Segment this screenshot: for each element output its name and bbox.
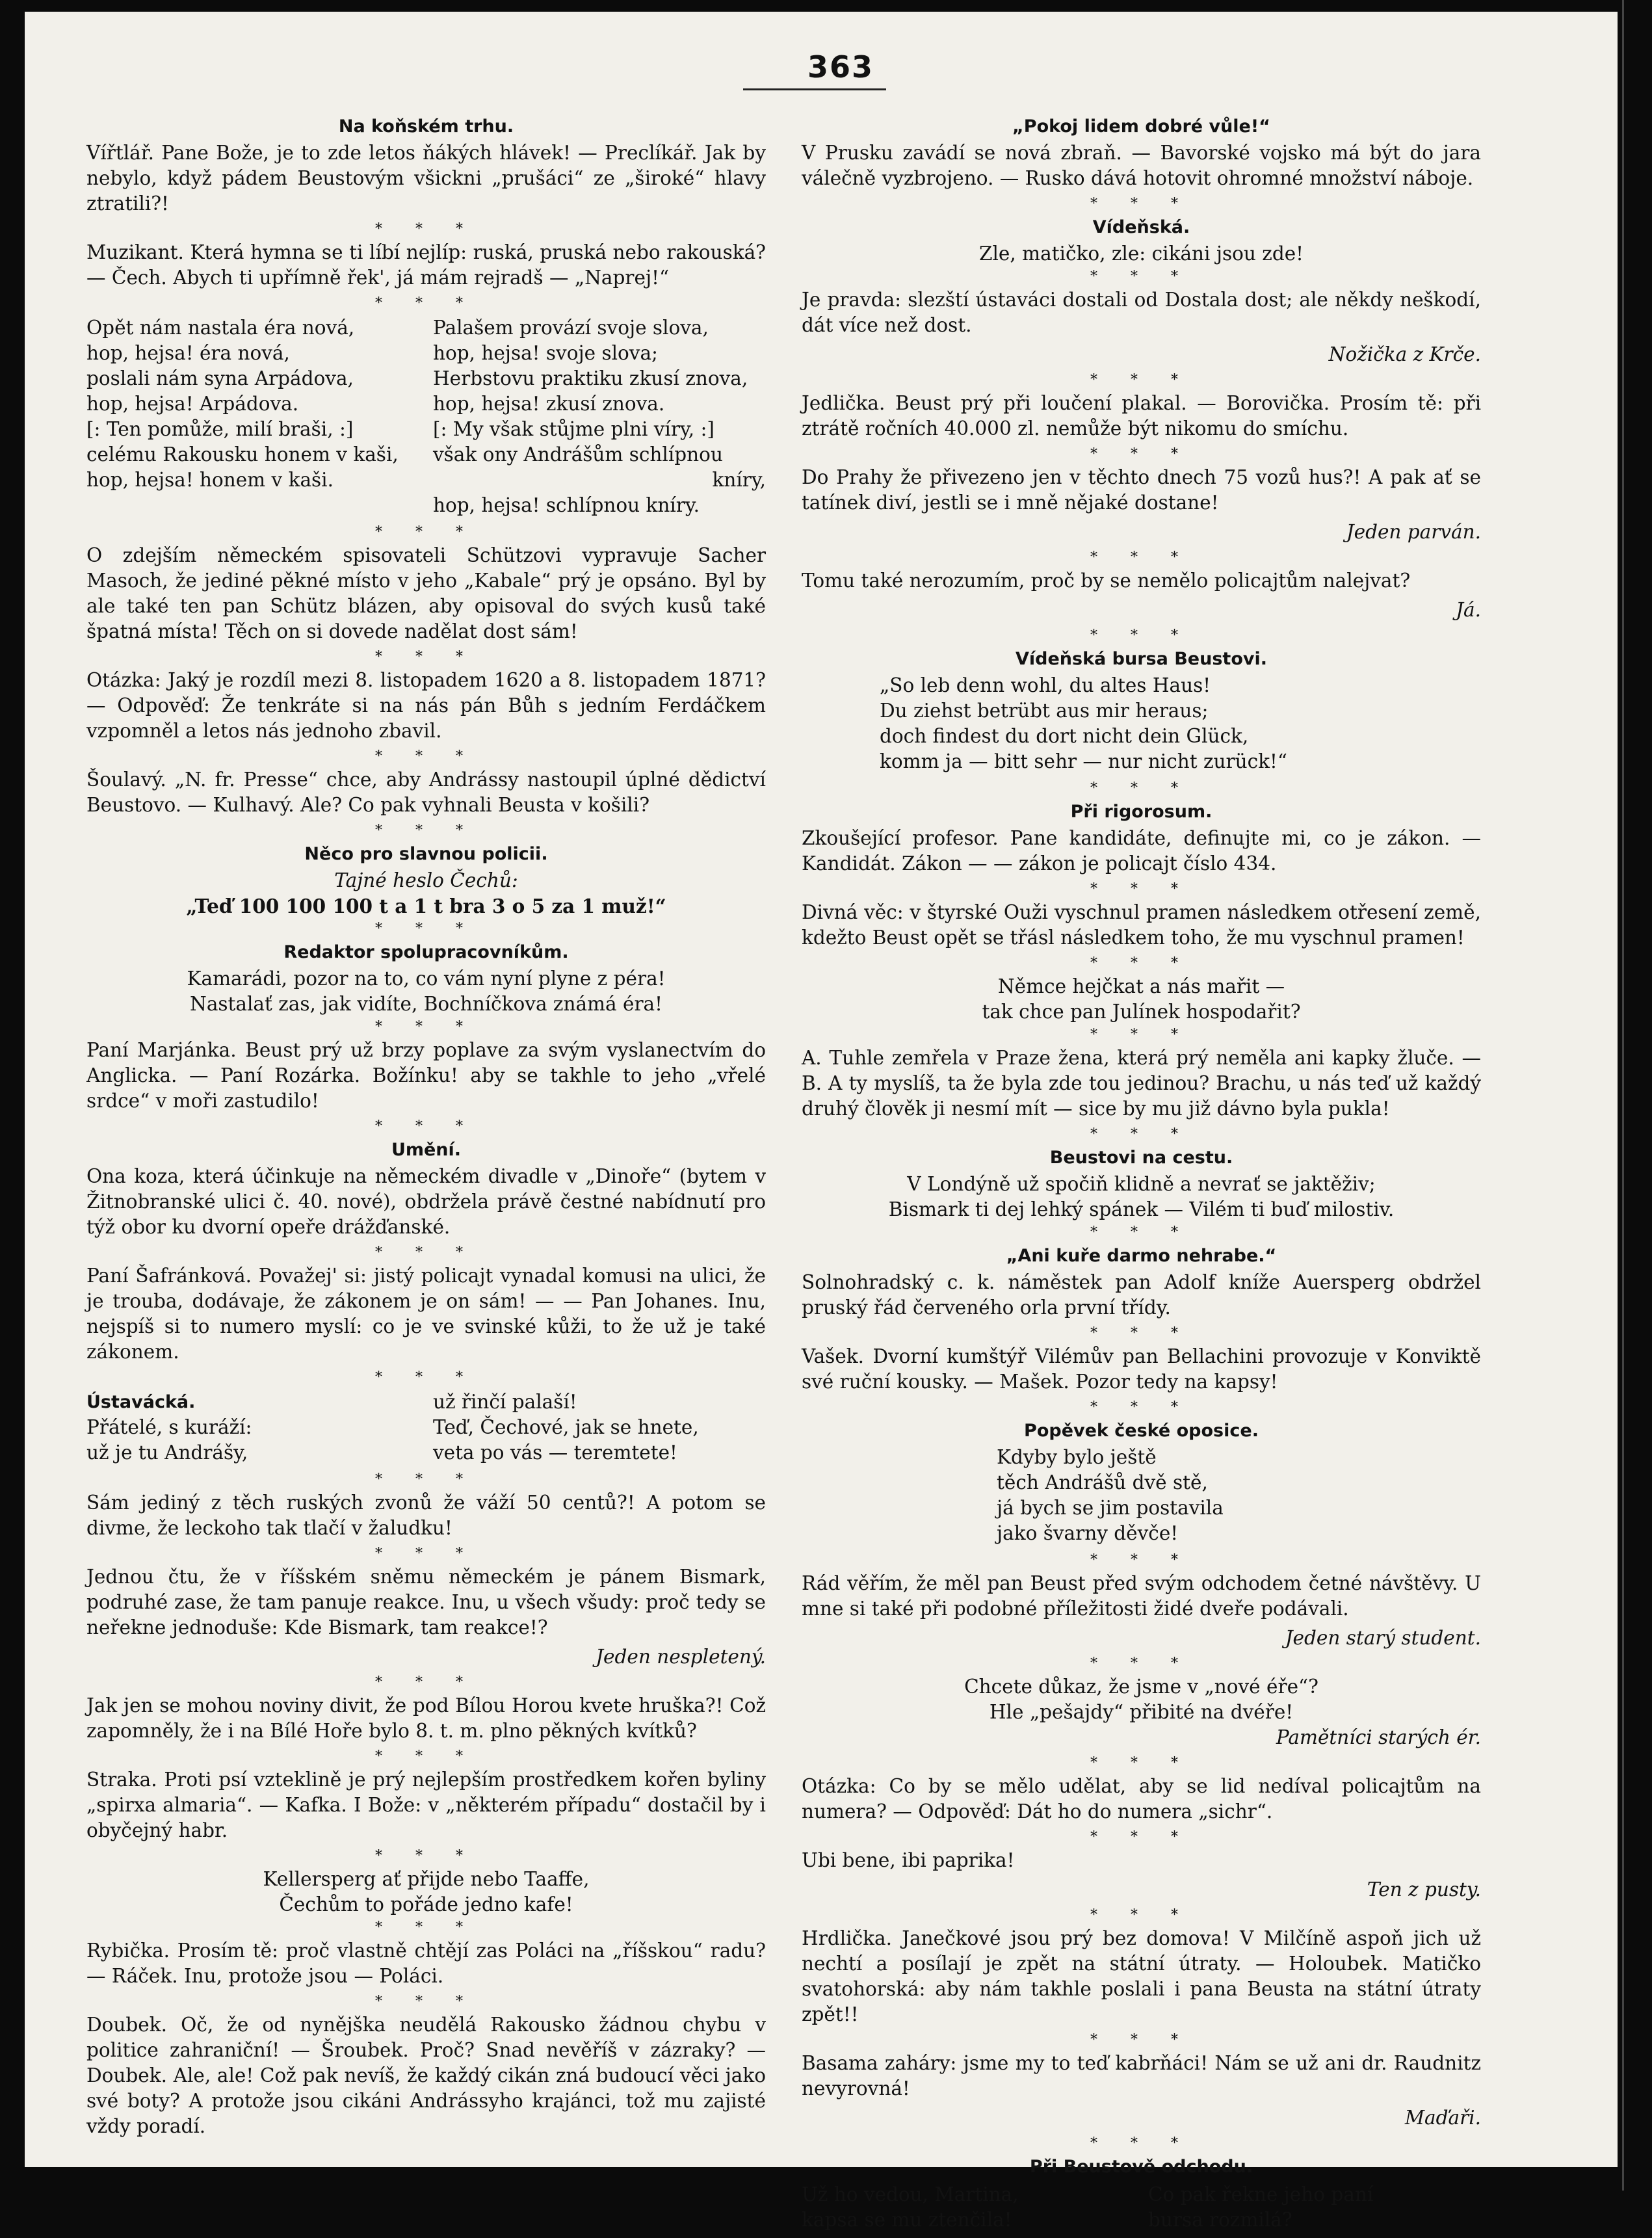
paragraph-musician: Muzikant. Která hymna se ti líbí nejlíp: ruská, pruská nebo rakouská? — Čech. Abych ti upřímně řek', já mám rejradš — „Naprej!“	[86, 241, 766, 289]
separator-stars: * * *	[375, 649, 477, 665]
heading-police: Něco pro slavnou policii.	[304, 844, 548, 864]
verse-line: Čechům to pořáde jedno kafe!	[279, 1893, 573, 1915]
signature: Nožička z Krče.	[1328, 343, 1481, 365]
separator-stars: * * *	[1090, 627, 1192, 644]
separator-stars: * * *	[1090, 1399, 1192, 1415]
separator-stars: * * *	[1090, 549, 1192, 566]
verse-line: Přátelé, s kuráží:	[86, 1416, 252, 1438]
verse-line: veta po vás — teremtete!	[432, 1442, 677, 1464]
poem-line: hop, hejsa! zkusí znova.	[432, 393, 665, 415]
paragraph-soulavy: Šoulavý. „N. fr. Presse“ chce, aby Andrássy nastoupil úplné dědictví Beustovo. — Kulhavý. Ale? Co pak vyhnali Beusta v košili?	[86, 769, 766, 816]
signature: Ten z pusty.	[1367, 1878, 1481, 1901]
separator-stars: * * *	[375, 1019, 477, 1035]
separator-stars: * * *	[1090, 1655, 1192, 1672]
paragraph-basama: Basama zaháry: jsme my to teď kabrňáci! Nám se už ani dr. Raudnitz nevyrovná!	[802, 2052, 1481, 2100]
poem-line: hop, hejsa! Arpádova.	[86, 393, 299, 415]
verse-line: jako švarny děvče!	[997, 1522, 1179, 1544]
poem-line: Herbstovu praktiku zkusí znova,	[432, 367, 748, 389]
verse-line: Teď, Čechové, jak se hnete,	[432, 1416, 699, 1438]
departure-verse	[802, 2182, 1481, 2233]
departure-left	[802, 2182, 1134, 2233]
heading-chicken: „Ani kuře darmo nehrabe.“	[1006, 1246, 1277, 1266]
separator-stars: * * *	[375, 1848, 477, 1864]
separator-stars: * * *	[1090, 1027, 1192, 1043]
verse-line: Co pak řekne jeho paní	[1147, 2183, 1374, 2205]
separator-stars: * * *	[1090, 1829, 1192, 1845]
verse-line: už je tu Andrášy,	[86, 1442, 248, 1464]
separator-stars: * * *	[375, 295, 477, 311]
poem-right-stanza	[433, 315, 766, 518]
verse-line: kapsa se mu ztenčila!	[802, 2209, 1012, 2231]
verse-line: už řinčí palaší!	[432, 1391, 577, 1413]
verse-line: těch Andrášů dvě stě,	[997, 1471, 1208, 1494]
paragraph-doubek: Doubek. Oč, že od nynějška neudělá Rakousko žádnou chybu v politice zahraniční! — Šroubek. Proč? Snad nevěříš v zázraky? — Doubek. Ale, ale! Což pak nevíš, že každý cikán zná budoucí věci jako své boty? A protože jsou cikáni Andrássyho krajánci, tož mu zajisté vždy poradí.	[86, 2014, 766, 2137]
poem-line: celému Rakousku honem v kaši,	[86, 443, 399, 466]
paragraph-bismark: Jednou čtu, že v říšském sněmu německém je pánem Bismark, podruhé zase, že tam panuje reakce. Inu, u všech všudy: proč tedy se neřekne jednoduše: Kde Bismark, tam reakce!?	[86, 1566, 766, 1639]
paragraph-question-1620: Otázka: Jaký je rozdíl mezi 8. listopadem 1620 a 8. listopadem 1871? — Odpověď: Že tenkráte si na nás pán Bůh s jedním Ferdáčkem vzpomněl a letos nás jednoho zbavil.	[86, 669, 766, 742]
separator-stars: * * *	[1090, 881, 1192, 897]
heading-ustavacka: Ústavácká.	[86, 1392, 196, 1412]
verse-line: Nastalať zas, jak vidíte, Bochníčkova známá éra!	[190, 993, 662, 1015]
verse-line: tak chce pan Julínek hospodařit?	[982, 1001, 1301, 1023]
verse-line: já bych se jim postavila	[997, 1497, 1224, 1519]
heading-opposition-song: Popěvek české oposice.	[1024, 1421, 1259, 1441]
paragraph-visits: Rád věřím, že měl pan Beust před svým odchodem četné návštěvy. U mne si také při podobné příležitosti židé dveře podávali.	[802, 1572, 1481, 1620]
paragraph-schutz: O zdejším německém spisovateli Schützovi vypravuje Sacher Masoch, že jediné pěkné místo v jeho „Kabale“ prý je opsáno. Byl by ale také ten pan Schütz blázen, aby opisoval do svých kusů také špatná místa! Těch on si dovede nadělat dost sám!	[86, 544, 766, 642]
separator-stars: * * *	[375, 1118, 477, 1135]
verse-line: Už ho vedou, Martina,	[802, 2183, 1019, 2205]
paragraph-marjanka: Paní Marjánka. Beust prý už brzy poplave za svým vyslanectvím do Anglicka. — Paní Rozárka. Božínku! aby se takhle to jeho „vřelé srdce“ v moři zastudilo!	[86, 1039, 766, 1112]
separator-stars: * * *	[1090, 1907, 1192, 1923]
verse-line: „So leb denn wohl, du altes Haus!	[880, 674, 1211, 696]
paragraph-geese: Do Prahy že přivezeno jen v těchto dnech 75 vozů hus?! A pak ať se tatínek diví, jestli se i mně nějaké dostane!	[802, 466, 1481, 514]
verse-line: doch findest du dort nicht dein Glück,	[880, 725, 1249, 747]
separator-stars: * * *	[1090, 2032, 1192, 2048]
signature: Jeden starý student.	[1285, 1627, 1481, 1649]
poem-two-columns	[86, 315, 766, 518]
verse-line: Kamarádi, pozor na to, co vám nyní plyne z péra!	[187, 968, 666, 990]
newspaper-page	[25, 12, 1618, 2231]
ustavacka-left	[86, 1389, 419, 1466]
verse-line: Němce hejčkat a nás mařit —	[997, 975, 1285, 997]
secret-motto-line: „Teď 100 100 100 t a 1 t bra 3 o 5 za 1 muž!“	[186, 895, 666, 917]
separator-stars: * * *	[375, 1919, 477, 1936]
paragraph-silesian: Je pravda: slezští ústaváci dostali od Dostala dost; ale někdy neškodí, dát více než dost.	[802, 289, 1481, 336]
signature: Maďaři.	[1404, 2107, 1481, 2129]
paragraph-horse-market: Vířtlář. Pane Bože, je to zde letos ňákých hlávek! — Preclíkář. Jak by nebylo, když pádem Beustovým všickni „prušáci“ ze „široké“ hlavy ztratili?!	[86, 142, 766, 215]
paragraph-peace: V Prusku zavádí se nová zbraň. — Bavorské vojsko má být do jara válečně vyzbrojeno. — Rusko dává hotovit ohromné množství náboje.	[802, 142, 1481, 189]
separator-stars: * * *	[1090, 1325, 1192, 1341]
separator-stars: * * *	[1090, 955, 1192, 971]
ustavacka-verse	[86, 1389, 766, 1466]
paragraph-spring: Divná věc: v štyrské Ouži vyschnul pramen následkem otřesení země, kdežto Beust opět se třásl následkem toho, že mu vyschnul pramen!	[802, 901, 1481, 949]
poem-line: [: My však stůjme plni víry, :]	[432, 418, 715, 440]
verse-line: Zle, matičko, zle: cikáni jsou zde!	[978, 243, 1304, 265]
left-column	[86, 112, 766, 2143]
verse-line: bursa rozmilá?	[1147, 2209, 1292, 2231]
verse-line: V Londýně už spočiň klidně a nevrať se jaktěživ;	[907, 1173, 1376, 1195]
poem-line: Palašem provází svoje slova,	[432, 317, 709, 339]
paragraph-safrankova: Paní Šafránková. Považej' si: jistý policajt vynadal komusi na ulici, že je trouba, dodávaje, že zákonem je on sám! — — Pan Johanes. Inu, nejspíš si to numero myslí: co je ve svinské kůži, to že už je také zákonem.	[86, 1265, 766, 1363]
separator-stars: * * *	[375, 1546, 477, 1562]
separator-stars: * * *	[375, 221, 477, 237]
poem-line: hop, hejsa! svoje slova;	[432, 342, 658, 364]
departure-right	[1148, 2182, 1481, 2233]
verse-line: komm ja — bitt sehr — nur nicht zurück!“	[880, 750, 1287, 772]
poem-line: však ony Andrášům schlípnou	[432, 443, 723, 466]
separator-stars: * * *	[1090, 1755, 1192, 1771]
heading-journey: Beustovi na cestu.	[1049, 1148, 1233, 1168]
paragraph-vasek: Vašek. Dvorní kumštýř Vilémův pan Bellachini provozuje v Konviktě své ruční kousky. — Mašek. Pozor tedy na kapsy!	[802, 1345, 1481, 1393]
separator-stars: * * *	[375, 1369, 477, 1386]
verse-line: Du ziehst betrübt aus mir heraus;	[880, 700, 1209, 722]
separator-stars: * * *	[375, 1674, 477, 1691]
separator-stars: * * *	[375, 1748, 477, 1765]
paragraph-hrdlicka: Hrdlička. Janečkové jsou prý bez domova! V Milčíně aspoň jich už nechtí a posílají je zpět na státní útraty. — Holoubek. Matičko svatohorská: aby nám takhle poslali i pana Beusta na státní útraty zpět!!	[802, 1927, 1481, 2025]
separator-stars: * * *	[1090, 2135, 1192, 2152]
subheading-secret-motto: Tajné heslo Čechů:	[334, 869, 518, 891]
separator-stars: * * *	[375, 748, 477, 765]
paragraph-rybicka: Rybička. Prosím tě: proč vlastně chtějí zas Poláci na „říšskou“ radu? — Ráček. Inu, protože jsou — Poláci.	[86, 1940, 766, 1987]
german-verse	[880, 673, 1481, 774]
verse-line: Kellersperg ať přijde nebo Taaffe,	[263, 1868, 590, 1890]
separator-stars: * * *	[1090, 1552, 1192, 1568]
heading-peace: „Pokoj lidem dobré vůle!“	[1012, 116, 1270, 137]
heading-departure: Při Beustově odchodu.	[1029, 2157, 1253, 2177]
separator-stars: * * *	[1090, 196, 1192, 212]
paragraph-art: Ona koza, která účinkuje na německém divadle v „Dinoře“ (bytem v Žitnobranské ulici č. 40. nové), obdržela právě čestné nabídnutí pro týž obor ku dvorní opeře drážďanské.	[86, 1165, 766, 1238]
ustavacka-right	[433, 1389, 766, 1466]
paragraph-auersperg: Solnohradský c. k. náměstek pan Adolf kníže Auersperg obdržel pruský řád červeného orla první třídy.	[802, 1271, 1481, 1319]
paragraph-straka: Straka. Proti psí vzteklině je prý nejlepším prostředkem kořen byliny „spirxa almaria“. — Kafka. I Bože: v „některém případu“ dostačil by i obyčejný habr.	[86, 1769, 766, 1841]
signature: Jeden nespletený.	[596, 1646, 766, 1668]
verse-line: Kdyby bylo ještě	[997, 1446, 1157, 1468]
heading-bourse: Vídeňská bursa Beustovi.	[1016, 649, 1267, 669]
poem-line: Opět nám nastala éra nová,	[86, 317, 355, 339]
signature: Já.	[1456, 599, 1481, 621]
heading-editor: Redaktor spolupracovníkům.	[283, 942, 569, 962]
page-number-rule	[743, 88, 886, 90]
paragraph-jedlicka: Jedlička. Beust prý při loučení plakal. — Borovička. Prosím tě: při ztrátě ročních 40.000 zl. nemůže být nikomu do smíchu.	[802, 392, 1481, 440]
scan-edge-line	[1622, 0, 1624, 2191]
signature: Jeden parván.	[1346, 521, 1481, 543]
heading-rigorosum: Při rigorosum.	[1070, 802, 1213, 822]
separator-stars: * * *	[1090, 780, 1192, 796]
separator-stars: * * *	[1090, 1224, 1192, 1241]
poem-line: hop, hejsa! éra nová,	[86, 342, 290, 364]
paragraph-question-numbers: Otázka: Co by se mělo udělat, aby se lid nedíval policajtům na numera? — Odpověď: Dát ho do numera „sichr“.	[802, 1775, 1481, 1823]
heading-horse-market: Na koňském trhu.	[338, 116, 514, 137]
poem-line: [: Ten pomůže, milí braši, :]	[86, 418, 354, 440]
signature: Pamětníci starých ér.	[1276, 1726, 1481, 1748]
opposition-verse	[997, 1445, 1481, 1546]
separator-stars: * * *	[375, 524, 477, 540]
separator-stars: * * *	[1090, 1126, 1192, 1142]
verse-line: Chcete důkaz, že jsme v „nové éře“?	[964, 1676, 1318, 1698]
separator-stars: * * *	[1090, 446, 1192, 462]
paragraph-white-mountain: Jak jen se mohou noviny divit, že pod Bílou Horou kvete hruška?! Což zapomněly, že i na Bílé Hoře bylo 8. t. m. plno pěkných kvítků?	[86, 1694, 766, 1742]
poem-line: poslali nám syna Arpádova,	[86, 367, 354, 389]
separator-stars: * * *	[375, 1244, 477, 1261]
poem-line: hop, hejsa! schlípnou kníry.	[432, 494, 700, 516]
heading-viennese: Vídeňská.	[1092, 217, 1190, 237]
heading-art: Umění.	[391, 1140, 462, 1160]
paragraph-policemen: Tomu také nerozumím, proč by se nemělo policajtům nalejvat?	[802, 570, 1411, 592]
separator-stars: * * *	[1090, 372, 1192, 388]
right-column	[802, 112, 1481, 2238]
paragraph-rigorosum: Zkoušející profesor. Pane kandidáte, definujte mi, co je zákon. — Kandidát. Zákon — — zákon je policajt číslo 434.	[802, 827, 1481, 875]
separator-stars: * * *	[375, 921, 477, 937]
separator-stars: * * *	[375, 1471, 477, 1488]
verse-line: Bismark ti dej lehký spánek — Vilém ti buď milostiv.	[888, 1198, 1395, 1220]
paragraph-bells: Sám jediný z těch ruských zvonů že váží 50 centů?! A potom se divme, že leckoho tak tlačí v žaludku!	[86, 1492, 766, 1539]
paragraph-paprika: Ubi bene, ibi paprika!	[802, 1849, 1015, 1871]
separator-stars: * * *	[1090, 269, 1192, 285]
poem-left-stanza	[86, 315, 419, 518]
poem-line: hop, hejsa! honem v kaši.	[86, 469, 334, 491]
verse-line: Hle „pešajdy“ přibité na dvéře!	[989, 1701, 1294, 1723]
paragraph-bile: A. Tuhle zemřela v Praze žena, která prý neměla ani kapky žluče. — B. A ty myslíš, ta že byla zde tou jedinou? Brachu, u nás teď už každý druhý člověk ji nesmí mít — sice by mu již dávno byla pukla!	[802, 1047, 1481, 1120]
page-number: 363	[807, 49, 874, 85]
poem-line: kníry,	[712, 469, 766, 491]
separator-stars: * * *	[375, 1994, 477, 2010]
separator-stars: * * *	[375, 823, 477, 839]
